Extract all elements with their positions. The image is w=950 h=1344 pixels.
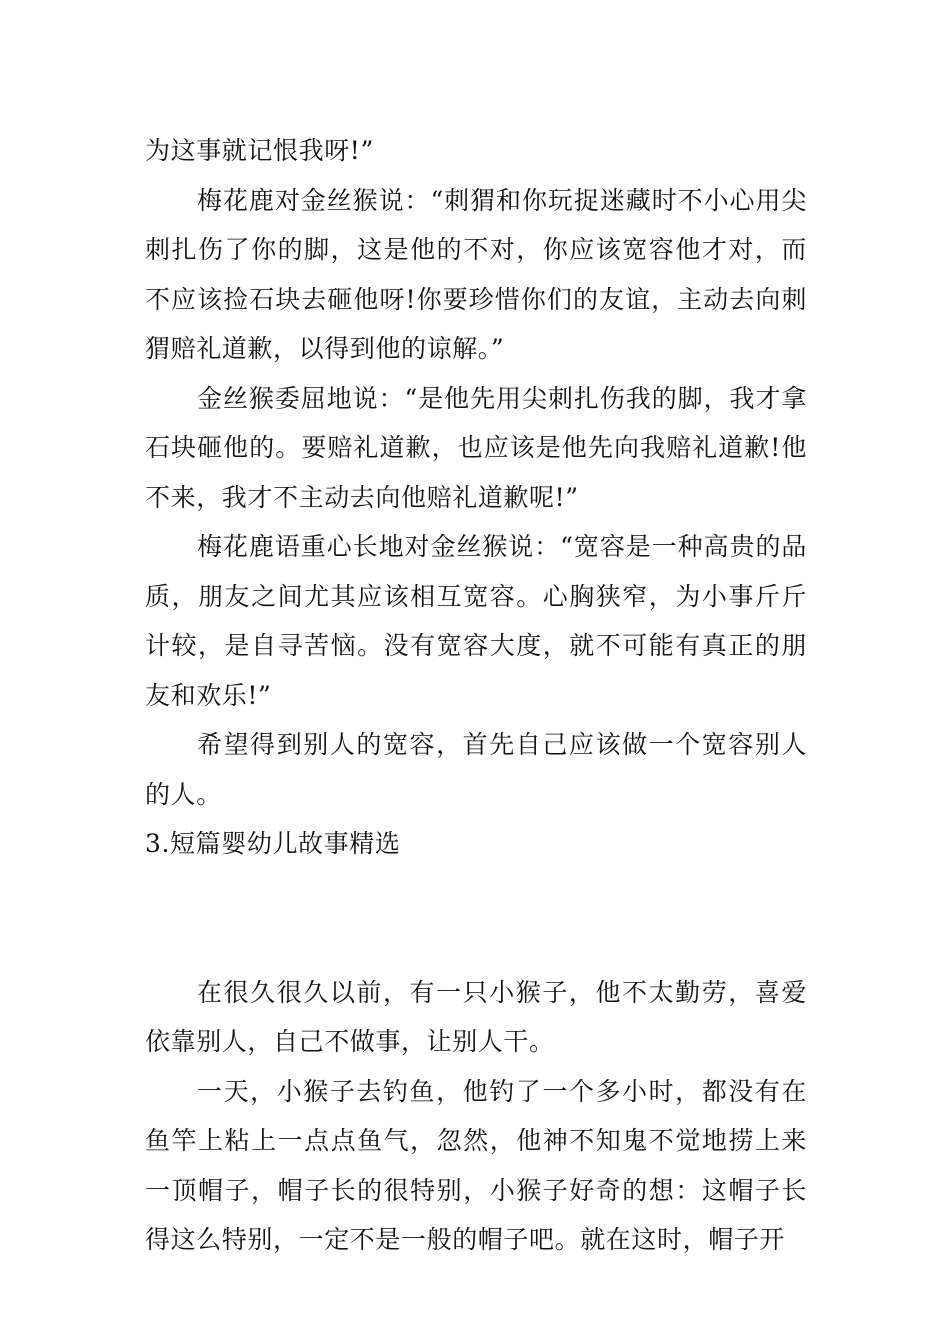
paragraph-deer-tolerance: 梅花鹿语重心长地对金丝猴说：“宽容是一种高贵的品质，朋友之间尤其应该相互宽容。心胸狭窄，为小事斤斤计较，是自寻苦恼。没有宽容大度，就不可能有真正的朋友和欢乐!” xyxy=(145,532,807,710)
paragraph-continuation: 为这事就记恨我呀!” xyxy=(145,136,374,165)
paragraph-moral: 希望得到别人的宽容，首先自己应该做一个宽容别人的人。 xyxy=(145,730,807,809)
paragraph-deer-advice: 梅花鹿对金丝猴说：“刺猬和你玩捉迷藏时不小心用尖刺扎伤了你的脚，这是他的不对，你应该宽容他才对，而不应该捡石块去砸他呀!你要珍惜你们的友谊，主动去向刺猬赔礼道歉，以得到他的谅解。” xyxy=(145,185,807,363)
section-heading: 3.短篇婴幼儿故事精选 xyxy=(145,829,401,858)
section-spacer xyxy=(145,869,807,968)
paragraph-story-fishing: 一天，小猴子去钓鱼，他钓了一个多小时，都没有在鱼竿上粘上一点点鱼气，忽然，他神不知鬼不觉地捞上来一顶帽子，帽子长的很特别，小猴子好奇的想：这帽子长得这么特别，一定不是一般的帽子吧。就在这时，帽子开 xyxy=(145,1076,807,1254)
paragraph-monkey-reply: 金丝猴委屈地说：“是他先用尖刺扎伤我的脚，我才拿石块砸他的。要赔礼道歉，也应该是他先向我赔礼道歉!他不来，我才不主动去向他赔礼道歉呢!” xyxy=(145,383,807,512)
document-body xyxy=(145,126,807,1265)
paragraph-story-intro: 在很久很久以前，有一只小猴子，他不太勤劳，喜爱依靠别人，自己不做事，让别人干。 xyxy=(145,977,807,1056)
